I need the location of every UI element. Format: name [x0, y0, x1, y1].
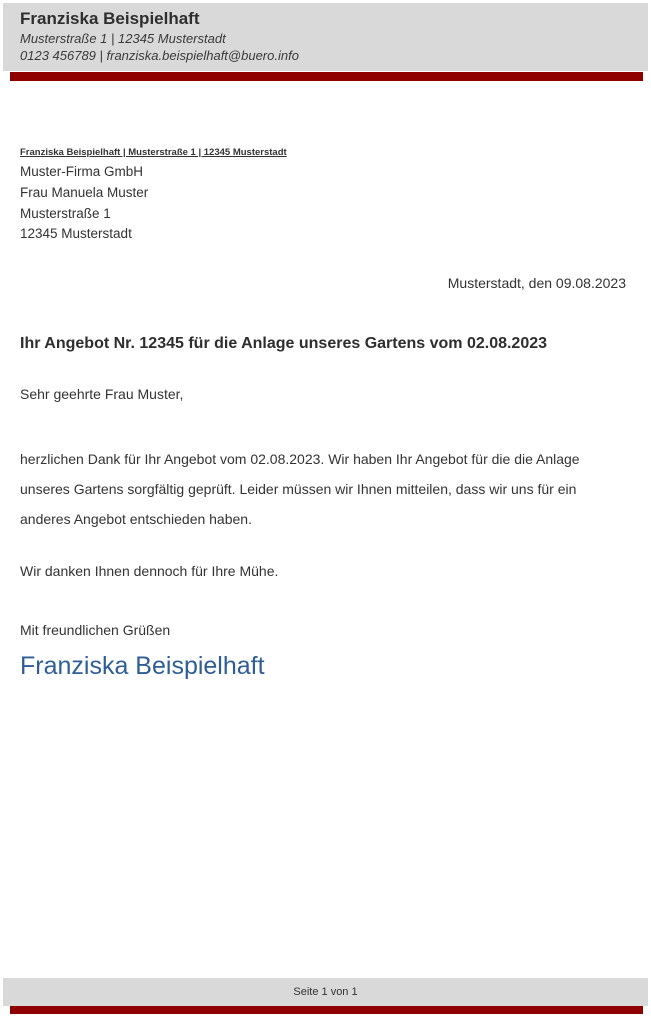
recipient-street: Musterstraße 1 — [20, 205, 111, 221]
return-address: Franziska Beispielhaft | Musterstraße 1 | 12345 Musterstadt — [20, 147, 287, 158]
salutation: Sehr geehrte Frau Muster, — [20, 386, 184, 402]
sender-contact: 0123 456789 | franziska.beispielhaft@buero.info — [20, 48, 299, 63]
body-line: unseres Gartens sorgfältig geprüft. Leider müssen wir Ihnen mitteilen, dass wir uns für ein — [20, 481, 577, 497]
letter-subject: Ihr Angebot Nr. 12345 für die Anlage unseres Gartens vom 02.08.2023 — [20, 335, 548, 352]
letter-date: Musterstadt, den 09.08.2023 — [447, 275, 626, 291]
recipient-address — [20, 162, 148, 245]
body-paragraph — [20, 444, 625, 534]
footer-rule — [10, 1006, 643, 1014]
closing-phrase: Mit freundlichen Grüßen — [20, 622, 171, 638]
sender-address: Musterstraße 1 | 12345 Musterstadt — [20, 31, 226, 46]
letterhead-rule — [10, 72, 643, 81]
page-number: Seite 1 von 1 — [293, 986, 358, 998]
body-line: herzlichen Dank für Ihr Angebot vom 02.08.2023. Wir haben Ihr Angebot für die die Anlage — [20, 451, 580, 467]
signature: Franziska Beispielhaft — [20, 652, 265, 680]
sender-name: Franziska Beispielhaft — [20, 9, 200, 28]
recipient-city: 12345 Musterstadt — [20, 226, 132, 242]
thanks-sentence: Wir danken Ihnen dennoch für Ihre Mühe. — [20, 563, 279, 579]
recipient-company: Muster-Firma GmbH — [20, 164, 144, 179]
body-line: anderes Angebot entschieden haben. — [20, 511, 252, 527]
recipient-person: Frau Manuela Muster — [20, 184, 149, 200]
